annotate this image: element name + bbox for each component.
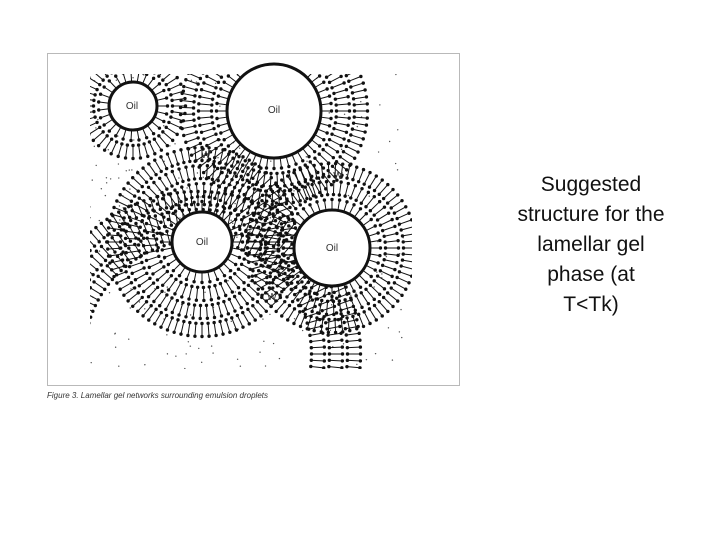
description-line: lamellar gel [537,233,645,256]
water-label-2: W [333,171,343,182]
description-line: T<Tk) [563,293,619,316]
description-line: phase (at [547,263,635,286]
water-label-3: W [267,292,277,303]
description-line: structure for the [517,203,665,226]
description-line: Suggested [540,173,642,196]
oil-label-2: Oil [267,105,281,116]
figure-caption: Figure 3. Lamellar gel networks surrounding emulsion droplets [47,391,268,400]
oil-label-1: Oil [125,101,139,112]
oil-label-3: Oil [195,237,209,248]
lamellar-gel-diagram [48,54,459,385]
oil-label-4: Oil [325,243,339,254]
water-label-1: W [201,150,211,161]
figure-image [47,53,460,386]
description-text [500,170,682,320]
